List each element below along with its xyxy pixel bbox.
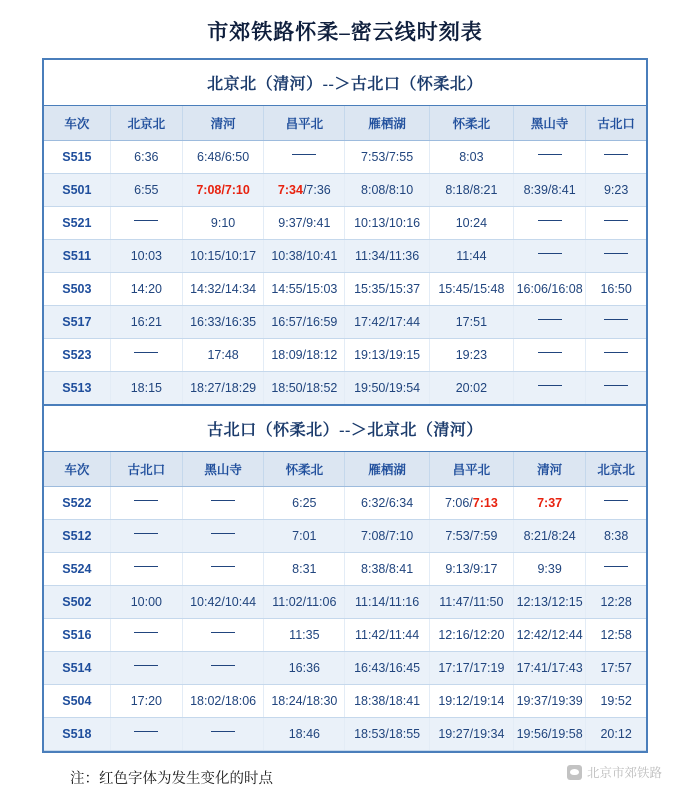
time-cell: 17:42/17:44 [345, 306, 429, 339]
table-row [44, 685, 646, 718]
time-cell: 9:10 [182, 207, 263, 240]
column-header: 昌平北 [264, 106, 345, 141]
time-cell: 10:13/10:16 [345, 207, 429, 240]
column-header: 古北口 [586, 106, 646, 141]
time-cell [110, 553, 182, 586]
time-cell: 18:02/18:06 [182, 685, 263, 718]
time-cell [514, 207, 586, 240]
time-cell: 18:24/18:30 [264, 685, 345, 718]
time-cell [514, 240, 586, 273]
time-cell: 15:35/15:37 [345, 273, 429, 306]
table-row [44, 652, 646, 685]
time-cell: 7:53/7:59 [429, 520, 513, 553]
time-cell: 16:36 [264, 652, 345, 685]
time-cell: 14:20 [110, 273, 182, 306]
train-number: S501 [44, 174, 110, 207]
time-cell: 8:31 [264, 553, 345, 586]
table-row [44, 520, 646, 553]
time-cell: 9:39 [514, 553, 586, 586]
time-cell: 12:13/12:15 [514, 586, 586, 619]
no-service-dash [538, 220, 562, 227]
table-row [44, 207, 646, 240]
time-part: /7:36 [302, 183, 331, 197]
watermark-label: 北京市郊铁路 [586, 766, 662, 780]
table-row [44, 306, 646, 339]
time-cell [110, 652, 182, 685]
time-cell: 10:03 [110, 240, 182, 273]
table-row [44, 619, 646, 652]
no-service-dash [211, 500, 235, 507]
no-service-dash [604, 500, 628, 507]
time-cell: 19:37/19:39 [514, 685, 586, 718]
no-service-dash [134, 731, 158, 738]
time-cell: 11:35 [264, 619, 345, 652]
no-service-dash [604, 319, 628, 326]
time-cell: 16:33/16:35 [182, 306, 263, 339]
time-cell: 16:43/16:45 [345, 652, 429, 685]
no-service-dash [134, 352, 158, 359]
time-cell: 19:50/19:54 [345, 372, 429, 406]
time-cell: 6:32/6:34 [345, 487, 429, 520]
changed-time: 7:37 [537, 496, 563, 510]
time-cell [586, 553, 646, 586]
table-row [44, 718, 646, 751]
time-cell [110, 207, 182, 240]
time-cell: 8:39/8:41 [514, 174, 586, 207]
no-service-dash [211, 731, 235, 738]
time-cell: 17:20 [110, 685, 182, 718]
time-cell: 18:50/18:52 [264, 372, 345, 406]
time-cell [264, 141, 345, 174]
column-header: 古北口 [110, 452, 182, 487]
time-cell: 16:21 [110, 306, 182, 339]
time-cell: 19:23 [429, 339, 513, 372]
time-cell: 7:08/7:10 [345, 520, 429, 553]
table-row [44, 174, 646, 207]
time-cell: 6:55 [110, 174, 182, 207]
time-cell: 18:09/18:12 [264, 339, 345, 372]
time-cell: 11:34/11:36 [345, 240, 429, 273]
time-cell [586, 306, 646, 339]
no-service-dash [604, 352, 628, 359]
time-cell: 10:42/10:44 [182, 586, 263, 619]
time-cell: 11:42/11:44 [345, 619, 429, 652]
time-cell [110, 619, 182, 652]
train-number: S512 [44, 520, 110, 553]
time-cell: 14:32/14:34 [182, 273, 263, 306]
time-cell [514, 487, 586, 520]
column-header-row [44, 106, 646, 141]
no-service-dash [604, 385, 628, 392]
time-cell: 19:56/19:58 [514, 718, 586, 751]
train-number: S503 [44, 273, 110, 306]
time-cell: 12:42/12:44 [514, 619, 586, 652]
timetable-body [44, 60, 646, 751]
no-service-dash [134, 220, 158, 227]
no-service-dash [134, 632, 158, 639]
time-cell: 6:25 [264, 487, 345, 520]
section-heading-row [44, 60, 646, 106]
time-cell: 19:52 [586, 685, 646, 718]
column-header: 清河 [182, 106, 263, 141]
table-row [44, 553, 646, 586]
time-cell [182, 619, 263, 652]
changed-time: 7:13 [472, 496, 498, 510]
time-cell [110, 520, 182, 553]
no-service-dash [211, 566, 235, 573]
no-service-dash [538, 253, 562, 260]
time-cell: 18:27/18:29 [182, 372, 263, 406]
train-number: S524 [44, 553, 110, 586]
column-header: 怀柔北 [264, 452, 345, 487]
time-cell [182, 652, 263, 685]
no-service-dash [538, 352, 562, 359]
time-cell: 17:48 [182, 339, 263, 372]
table-row [44, 339, 646, 372]
no-service-dash [211, 533, 235, 540]
train-number: S514 [44, 652, 110, 685]
time-cell [110, 487, 182, 520]
train-number: S516 [44, 619, 110, 652]
time-cell: 15:45/15:48 [429, 273, 513, 306]
time-cell [429, 487, 513, 520]
train-number: S518 [44, 718, 110, 751]
time-part: 7:06/ [444, 496, 473, 510]
time-cell [514, 306, 586, 339]
time-cell: 18:38/18:41 [345, 685, 429, 718]
train-number: S502 [44, 586, 110, 619]
table-row [44, 586, 646, 619]
time-cell [514, 372, 586, 406]
time-cell: 20:12 [586, 718, 646, 751]
time-cell [586, 372, 646, 406]
train-number: S521 [44, 207, 110, 240]
no-service-dash [604, 154, 628, 161]
time-cell: 19:13/19:15 [345, 339, 429, 372]
no-service-dash [211, 665, 235, 672]
time-cell [182, 553, 263, 586]
no-service-dash [604, 566, 628, 573]
watermark [567, 763, 662, 781]
time-cell: 11:47/11:50 [429, 586, 513, 619]
no-service-dash [538, 385, 562, 392]
time-cell [586, 339, 646, 372]
time-cell: 17:51 [429, 306, 513, 339]
train-number: S504 [44, 685, 110, 718]
timetable-container [42, 58, 648, 753]
no-service-dash [134, 533, 158, 540]
time-cell: 11:44 [429, 240, 513, 273]
no-service-dash [604, 253, 628, 260]
time-cell: 16:06/16:08 [514, 273, 586, 306]
table-row [44, 141, 646, 174]
time-cell: 19:27/19:34 [429, 718, 513, 751]
time-cell: 10:24 [429, 207, 513, 240]
time-cell: 17:17/17:19 [429, 652, 513, 685]
table-row [44, 487, 646, 520]
no-service-dash [134, 500, 158, 507]
section-heading: 古北口（怀柔北）--＞北京北（清河） [44, 406, 646, 452]
changed-time: 7:34 [277, 183, 303, 197]
column-header: 北京北 [586, 452, 646, 487]
time-cell: 10:15/10:17 [182, 240, 263, 273]
time-cell: 14:55/15:03 [264, 273, 345, 306]
time-cell: 16:57/16:59 [264, 306, 345, 339]
time-cell: 20:02 [429, 372, 513, 406]
time-cell: 12:28 [586, 586, 646, 619]
no-service-dash [538, 154, 562, 161]
time-cell [182, 487, 263, 520]
no-service-dash [292, 154, 316, 161]
time-cell [514, 141, 586, 174]
time-cell: 17:57 [586, 652, 646, 685]
time-cell: 17:41/17:43 [514, 652, 586, 685]
time-cell [110, 339, 182, 372]
time-cell [514, 339, 586, 372]
train-number: S513 [44, 372, 110, 406]
time-cell [182, 174, 263, 207]
section-heading-row [44, 406, 646, 452]
time-cell: 8:08/8:10 [345, 174, 429, 207]
column-header: 车次 [44, 106, 110, 141]
column-header: 黑山寺 [514, 106, 586, 141]
time-cell: 9:37/9:41 [264, 207, 345, 240]
time-cell: 6:36 [110, 141, 182, 174]
time-cell: 8:03 [429, 141, 513, 174]
time-cell [182, 520, 263, 553]
time-cell: 18:15 [110, 372, 182, 406]
no-service-dash [134, 665, 158, 672]
time-cell: 7:01 [264, 520, 345, 553]
time-cell: 8:38/8:41 [345, 553, 429, 586]
time-cell: 16:50 [586, 273, 646, 306]
table-row [44, 372, 646, 406]
train-number: S522 [44, 487, 110, 520]
column-header: 清河 [514, 452, 586, 487]
time-cell [264, 174, 345, 207]
time-cell [586, 240, 646, 273]
column-header: 雁栖湖 [345, 106, 429, 141]
time-cell [110, 718, 182, 751]
time-cell: 7:53/7:55 [345, 141, 429, 174]
time-cell: 11:14/11:16 [345, 586, 429, 619]
no-service-dash [211, 632, 235, 639]
time-cell: 8:18/8:21 [429, 174, 513, 207]
time-cell [586, 207, 646, 240]
no-service-dash [134, 566, 158, 573]
column-header-row [44, 452, 646, 487]
weibo-icon [567, 765, 582, 780]
time-cell: 10:00 [110, 586, 182, 619]
note-text: 注：红色字体为发生变化的时点 [70, 771, 273, 787]
time-cell: 19:12/19:14 [429, 685, 513, 718]
time-cell: 8:21/8:24 [514, 520, 586, 553]
section-heading: 北京北（清河）--＞古北口（怀柔北） [44, 60, 646, 106]
no-service-dash [538, 319, 562, 326]
column-header: 昌平北 [429, 452, 513, 487]
time-cell [586, 141, 646, 174]
page-title: 市郊铁路怀柔–密云线时刻表 [207, 20, 483, 44]
time-cell: 11:02/11:06 [264, 586, 345, 619]
time-cell: 9:13/9:17 [429, 553, 513, 586]
column-header: 雁栖湖 [345, 452, 429, 487]
table-row [44, 240, 646, 273]
time-cell: 6:48/6:50 [182, 141, 263, 174]
train-number: S523 [44, 339, 110, 372]
time-cell: 18:46 [264, 718, 345, 751]
no-service-dash [604, 220, 628, 227]
time-cell: 8:38 [586, 520, 646, 553]
time-cell [586, 487, 646, 520]
train-number: S515 [44, 141, 110, 174]
time-cell: 10:38/10:41 [264, 240, 345, 273]
train-number: S517 [44, 306, 110, 339]
column-header: 怀柔北 [429, 106, 513, 141]
timetable [44, 60, 646, 751]
time-cell [182, 718, 263, 751]
time-cell: 12:16/12:20 [429, 619, 513, 652]
train-number: S511 [44, 240, 110, 273]
column-header: 黑山寺 [182, 452, 263, 487]
time-cell: 9:23 [586, 174, 646, 207]
time-cell: 12:58 [586, 619, 646, 652]
table-row [44, 273, 646, 306]
time-cell: 18:53/18:55 [345, 718, 429, 751]
changed-time: 7:08/7:10 [196, 183, 250, 197]
column-header: 北京北 [110, 106, 182, 141]
column-header: 车次 [44, 452, 110, 487]
